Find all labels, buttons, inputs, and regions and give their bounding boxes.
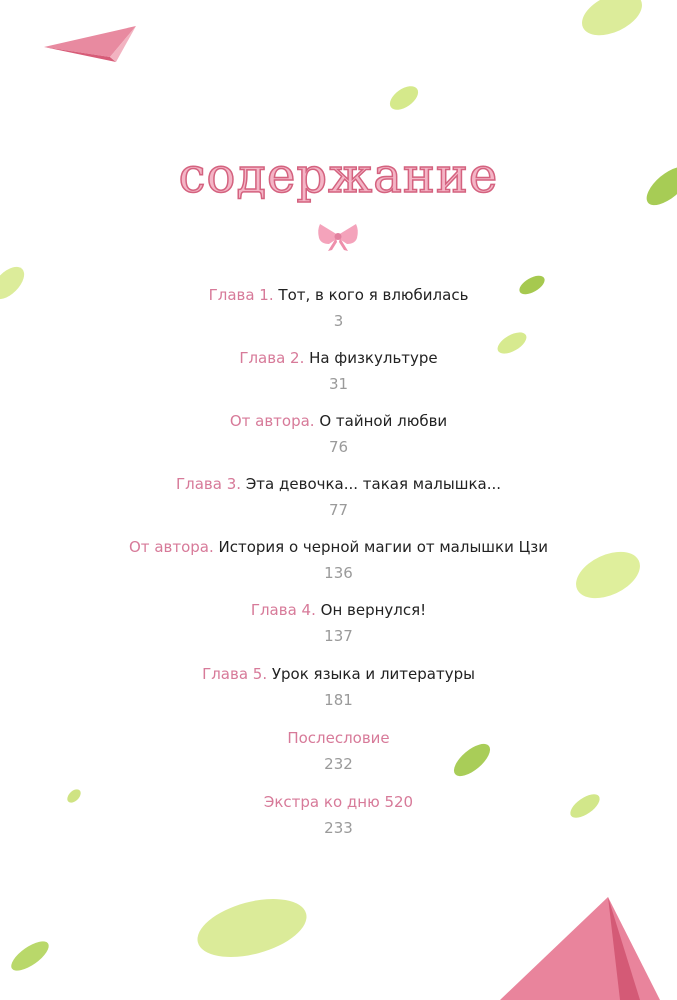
bow-icon bbox=[317, 222, 359, 252]
toc-entry-page: 136 bbox=[324, 564, 353, 582]
toc-entry[interactable] bbox=[0, 728, 677, 774]
toc-entry-page: 137 bbox=[324, 627, 353, 645]
toc-entry[interactable] bbox=[0, 285, 677, 331]
toc-entry-prefix: Экстра ко дню 520 bbox=[263, 793, 414, 811]
toc-entry-page: 233 bbox=[324, 819, 353, 837]
toc-entry[interactable] bbox=[0, 664, 677, 710]
paper-plane-icon bbox=[44, 26, 136, 62]
toc-entry-page: 3 bbox=[333, 312, 344, 330]
toc-entry-prefix: Глава 2. bbox=[239, 349, 305, 367]
toc-entry[interactable] bbox=[0, 474, 677, 520]
leaf-icon bbox=[7, 936, 53, 976]
toc-entry-page: 181 bbox=[324, 691, 353, 709]
toc-entry-title: Он вернулся! bbox=[320, 601, 427, 619]
toc-entry[interactable] bbox=[0, 600, 677, 646]
leaf-icon bbox=[386, 81, 423, 114]
page-title: содержание bbox=[178, 148, 499, 204]
toc-entry[interactable] bbox=[0, 537, 677, 583]
toc-entry[interactable] bbox=[0, 411, 677, 457]
toc-entry-page: 232 bbox=[324, 755, 353, 773]
toc-entry-page: 77 bbox=[328, 501, 349, 519]
toc-entry[interactable] bbox=[0, 792, 677, 838]
toc-entry-prefix: Глава 4. bbox=[250, 601, 316, 619]
paper-plane-icon bbox=[500, 897, 660, 1000]
leaf-icon bbox=[191, 888, 313, 967]
toc-entry-title: Урок языка и литературы bbox=[271, 665, 475, 683]
toc-entry-page: 76 bbox=[328, 438, 349, 456]
toc-entry-title: История о черной магии от малышки Цзи bbox=[218, 538, 548, 556]
toc-entry-title: О тайной любви bbox=[319, 412, 448, 430]
toc-entry-prefix: Послесловие bbox=[287, 729, 390, 747]
toc-entry-title: На физкультуре bbox=[309, 349, 438, 367]
toc-entry-prefix: От автора. bbox=[229, 412, 315, 430]
toc-entry-prefix: От автора. bbox=[129, 538, 214, 556]
toc-entry-prefix: Глава 1. bbox=[208, 286, 274, 304]
toc-entry-title: Тот, в кого я влюбилась bbox=[278, 286, 469, 304]
toc-entry-prefix: Глава 3. bbox=[176, 475, 242, 493]
toc-entry[interactable] bbox=[0, 348, 677, 394]
toc-entry-title: Эта девочка... такая малышка... bbox=[245, 475, 501, 493]
leaf-icon bbox=[575, 0, 648, 44]
toc-entry-prefix: Глава 5. bbox=[202, 665, 268, 683]
toc-entry-page: 31 bbox=[328, 375, 349, 393]
